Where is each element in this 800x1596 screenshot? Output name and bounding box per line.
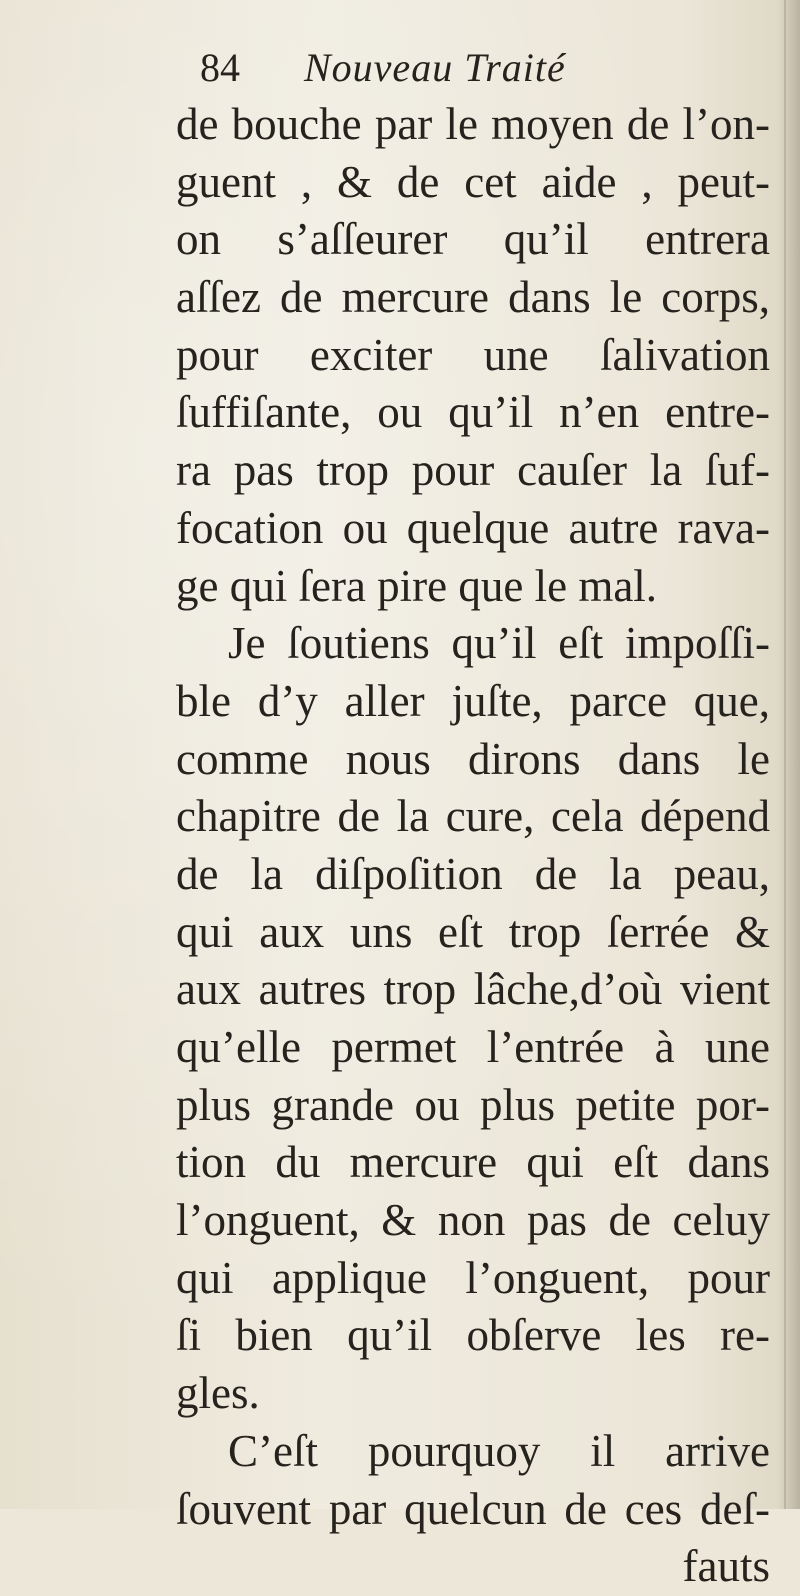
page-edge-shadow <box>778 0 800 1509</box>
text-line: focation ou quelque autre rava- <box>176 502 770 553</box>
text-line: chapitre de la cure, cela dépend <box>176 791 770 842</box>
text-line: de la diſpoſition de la peau, <box>176 848 770 899</box>
text-line: qui applique l’onguent, pour <box>176 1252 770 1303</box>
catchword: fauts <box>682 1541 770 1592</box>
text-line: qu’elle permet l’entrée à une <box>176 1022 770 1072</box>
text-line: ge qui ſera pire que le mal. <box>176 560 658 611</box>
text-line: qui aux uns eſt trop ſerrée & <box>176 906 770 957</box>
body-text <box>176 96 770 1596</box>
text-line: guent , & de cet aide , peut- <box>176 156 770 207</box>
text-line: aſſez de mercure dans le corps, <box>176 272 770 323</box>
paragraph-start-line: Je ſoutiens qu’il eſt impoſſi- <box>228 618 770 669</box>
text-line: ble d’y aller juſte, parce que, <box>176 675 770 726</box>
text-line: tion du mercure qui eſt dans <box>176 1137 770 1188</box>
text-line: de bouche par le moyen de l’on- <box>176 99 770 149</box>
text-line: ra pas trop pour cauſer la ſuf- <box>176 445 770 496</box>
text-line: pour exciter une ſalivation <box>176 329 770 380</box>
running-title: Nouveau Traité <box>304 45 566 90</box>
running-head <box>200 38 760 98</box>
text-line: ſuffiſante, ou qu’il n’en entre- <box>176 387 770 438</box>
text-line: ſi bien qu’il obſerve les re- <box>176 1310 770 1361</box>
page-number: 84 <box>200 45 240 90</box>
text-line: gles. <box>176 1368 260 1419</box>
text-line: plus grande ou plus petite por- <box>176 1079 770 1130</box>
page-edge-line <box>784 0 786 1509</box>
text-line: ſouvent par quelcun de ces deſ- <box>176 1483 770 1534</box>
paragraph-start-line: C’eſt pourquoy il arrive <box>228 1425 770 1476</box>
text-line: comme nous dirons dans le <box>176 733 770 784</box>
text-line: on s’aſſeurer qu’il entrera <box>176 214 770 265</box>
text-line: aux autres trop lâche,d’où vient <box>176 964 770 1015</box>
text-line: l’onguent, & non pas de celuy <box>176 1195 770 1246</box>
